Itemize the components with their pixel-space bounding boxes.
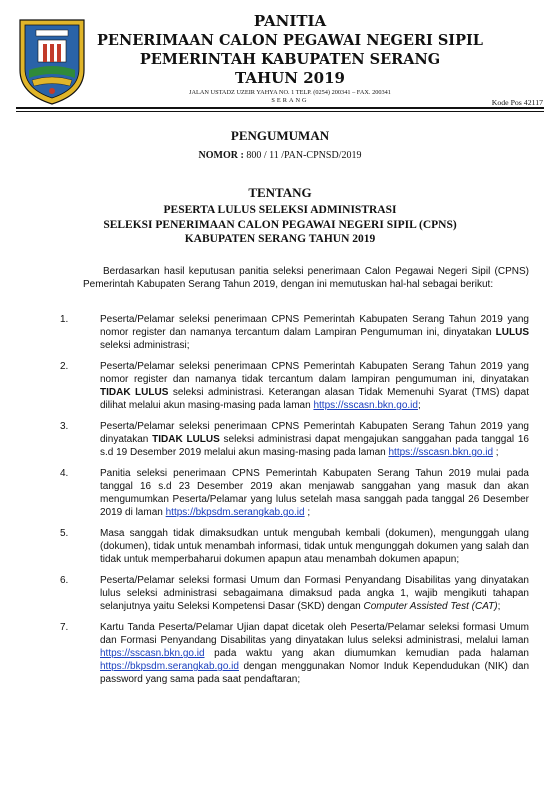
item-text: dengan menggunakan Nomor Induk Kependudukan (NIK) dan password yang sama pada saat pendaftaran; (100, 661, 529, 685)
bkpsdm-link[interactable]: https://bkpsdm.serangkab.go.id (165, 507, 305, 518)
item-text: Peserta/Pelamar seleksi formasi Umum dan Formasi Penyandang Disabilitas yang dinyatakan lulus seleksi administrasi sebagaimana dimaksud pada angka 1, wajib mengikuti tahapan selanjutnya yaitu Seleksi Kompetensi Dasar (SKD) dengan (100, 575, 529, 612)
item-text: ; (417, 400, 421, 411)
item-bold: TIDAK LULUS (152, 434, 220, 445)
item-number: 5. (60, 528, 69, 539)
item-number: 3. (60, 421, 69, 432)
letterhead-line-2: PENERIMAAN CALON PEGAWAI NEGERI SIPIL (97, 32, 483, 49)
item-text: Panitia seleksi penerimaan CPNS Pemerintah Kabupaten Serang Tahun 2019 mulai pada tanggal 16 s.d 23 Desember 2019 akan menjawab sanggahan yang masuk dan akan mengumumkan Peserta/Pelamar yang lulus setelah masa sanggah pada tanggal 26 Desember 2019 di laman (100, 468, 529, 518)
list-item (60, 360, 529, 412)
letterhead-line-4: TAHUN 2019 (235, 69, 345, 87)
item-text: Kartu Tanda Peserta/Pelamar Ujian dapat dicetak oleh Peserta/Pelamar seleksi formasi Umum dan Formasi Penyandang Disabilitas yang dinyatakan lulus seleksi administrasi, melalui laman (100, 622, 529, 646)
item-text: pada waktu yang akan diumumkan kemudian pada halaman (204, 648, 529, 659)
item-bold: TIDAK LULUS (100, 387, 169, 398)
item-text: seleksi administrasi. Keterangan alasan Tidak Memenuhi Syarat (TMS) dapat dilihat melalui akun masing-masing pada laman (100, 387, 529, 411)
item-number: 2. (60, 361, 69, 372)
list-item (60, 313, 529, 352)
item-italic: Computer Assisted Test (CAT) (363, 601, 498, 612)
list-item (60, 527, 529, 566)
letterhead (90, 12, 490, 88)
item-text: Peserta/Pelamar seleksi penerimaan CPNS Pemerintah Kabupaten Serang Tahun 2019 yang dinyatakan (100, 421, 529, 445)
subject-line-3: KABUPATEN SERANG TAHUN 2019 (184, 233, 376, 245)
letterhead-rule-thick (16, 107, 544, 109)
nomor-value: 800 / 11 /PAN-CPNSD/2019 (243, 150, 362, 161)
nomor-label: NOMOR : (198, 150, 244, 161)
letterhead-address (90, 89, 490, 105)
item-number: 4. (60, 468, 69, 479)
postal-code: Kode Pos 42117 (491, 98, 543, 107)
announcement-heading: PENGUMUMAN (230, 128, 330, 143)
letterhead-rule-thin (16, 111, 544, 112)
address-city: SERANG (271, 97, 309, 104)
intro-paragraph: Berdasarkan hasil keputusan panitia seleksi penerimaan Calon Pegawai Negeri Sipil (CPNS) Pemerintah Kabupaten Serang Tahun 2019, dengan ini memutuskan hal-hal sebagai berikut: (83, 266, 529, 290)
list-item (60, 574, 529, 613)
list-item (60, 420, 529, 459)
subject-line-1: PESERTA LULUS SELEKSI ADMINISTRASI (163, 204, 397, 216)
list-item (60, 621, 529, 686)
sscasn-link[interactable]: https://sscasn.bkn.go.id (100, 648, 205, 659)
tentang-heading: TENTANG (248, 185, 312, 200)
item-number: 7. (60, 622, 69, 633)
item-number: 6. (60, 575, 69, 586)
letterhead-line-1: PANITIA (253, 12, 327, 30)
item-text: seleksi administrasi dapat mengajukan sanggahan pada tanggal 16 s.d 19 Desember 2019 melalui akun masing-masing pada laman (100, 434, 529, 458)
item-text: Masa sanggah tidak dimaksudkan untuk mengubah kembali (dokumen), mengunggah ulang (dokumen), tidak untuk menambah informasi, tidak untuk mengunggah dokumen yang salah dan tidak untuk memperbaharui dokumen apapun atau menambah dokumen apapun; (100, 528, 529, 565)
bkpsdm-link[interactable]: https://bkpsdm.serangkab.go.id (100, 661, 239, 672)
item-number: 1. (60, 314, 69, 325)
item-text: Peserta/Pelamar seleksi penerimaan CPNS Pemerintah Kabupaten Serang Tahun 2019 yang nomor register dan namanya tercantum dalam Lampiran Pengumuman ini, dinyatakan (100, 314, 529, 338)
decision-list (60, 313, 529, 694)
item-text: Peserta/Pelamar seleksi penerimaan CPNS Pemerintah Kabupaten Serang Tahun 2019 yang nomor register dan namanya tidak tercantum dalam lampiran pengumuman ini, dinyatakan (100, 361, 529, 385)
item-text: ; (304, 507, 311, 518)
sscasn-link[interactable]: https://sscasn.bkn.go.id (388, 447, 494, 458)
announcement-number (30, 150, 530, 161)
item-text: ; (497, 601, 501, 612)
kabupaten-serang-emblem-icon (14, 12, 90, 108)
item-text: ; (493, 447, 499, 458)
item-text: seleksi administrasi; (100, 340, 190, 351)
subject-block (30, 203, 530, 247)
item-bold: LULUS (495, 327, 529, 338)
list-item (60, 467, 529, 519)
subject-line-2: SELEKSI PENERIMAAN CALON PEGAWAI NEGERI SIPIL (CPNS) (103, 218, 457, 231)
address-line: JALAN USTADZ UZEIR YAHYA NO. 1 TELP. (0254) 200341 – FAX. 200341 (189, 89, 391, 96)
sscasn-link[interactable]: https://sscasn.bkn.go.id (313, 400, 418, 411)
letterhead-line-3: PEMERINTAH KABUPATEN SERANG (139, 51, 441, 68)
